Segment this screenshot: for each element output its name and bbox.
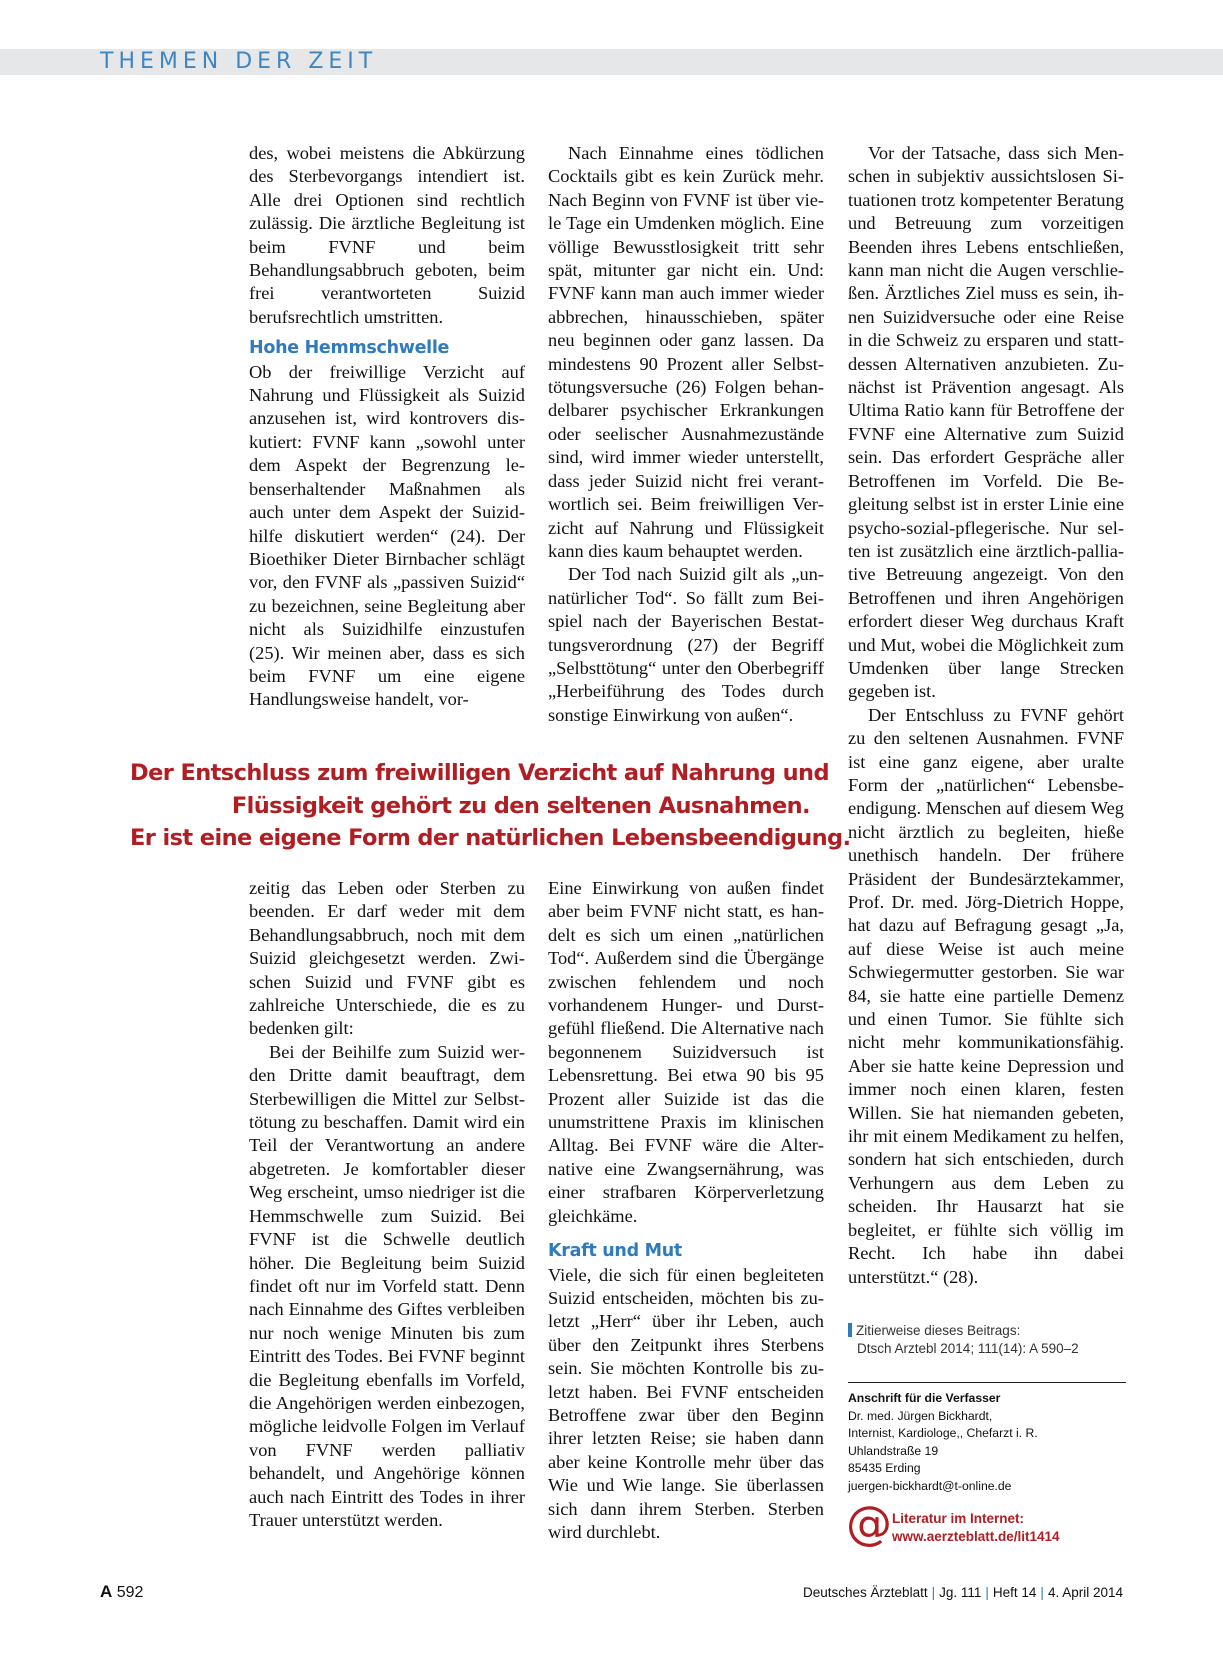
column-2-top <box>548 142 824 727</box>
paragraph: Der Entschluss zu FVNF gehört zu den seltenen Ausnahmen. FVNF ist eine ganz eigene, aber uralte Form der „natürlichen“ Lebensbeendigung. Menschen auf diesem Weg nicht ärztlich zu begleiten, hieße unethisch handeln. Der frühere Präsident der Bundesärztekammer, Prof. Dr. med. Jörg-Dietrich Hoppe, hat dazu auf Befragung gesagt „Ja, auf diese Weise ist auch meine Schwiegermutter gestorben. Sie war 84, sie hatte eine partielle Demenz und einen Tumor. Sie fühlte sich nicht mehr kommunikationsfähig. Aber sie hatte keine Depression und immer noch einen klaren, festen Willen. Sie hat niemanden gebeten, ihr mit einem Medikament zu helfen, sondern hat sich entschieden, durch Verhungern aus dem Leben zu scheiden. Ihr Hausarzt hat sie begleitet, er fühlte sich völlig im Recht. Ich habe ihn dabei unterstützt.“ (28). <box>848 704 1124 1287</box>
journal-volume: Jg. 111 <box>939 1585 982 1600</box>
pull-quote <box>130 757 851 855</box>
literature-url[interactable]: www.aerzteblatt.de/lit1414 <box>892 1529 1060 1544</box>
address-email[interactable]: juergen-bickhardt@t-online.de <box>848 1478 1012 1493</box>
address-name: Dr. med. Jürgen Bickhardt, <box>848 1408 993 1423</box>
citation-label: Zitierweise dieses Beitrags: <box>856 1323 1021 1338</box>
journal-issue: Heft 14 <box>992 1585 1037 1600</box>
pull-quote-line: Der Entschluss zum freiwilligen Verzicht auf Nahrung und <box>130 760 829 786</box>
address-heading: Anschrift für die Verfasser <box>848 1391 1001 1405</box>
column-1-bottom <box>249 877 525 1532</box>
pull-quote-line: Flüssigkeit gehört zu den seltenen Ausnahmen. <box>231 792 810 819</box>
journal-footer: Deutsches Ärzteblatt | Jg. 111 | Heft 14 | 4. April 2014 <box>803 1585 1123 1600</box>
divider <box>848 1382 1126 1383</box>
paragraph: Vor der Tatsache, dass sich Menschen in subjektiv aussichtslosen Situationen trotz kompetenter Beratung und Betreuung zum vorzeitigen Beenden ihres Lebens entschließen, kann man nicht die Augen verschließen. Ärztliches Ziel muss es sein, ihnen Suizidversuche oder eine Reise in die Schweiz zu ersparen und stattdessen Alternativen anzubieten. Zunächst ist Prävention angesagt. Als Ultima Ratio kann für Betroffene der FVNF eine Alternative zum Suizid sein. Das erfordert Gespräche aller Betroffenen im Vorfeld. Die Begleitung selbst ist in erster Linie eine psycho-sozial-pflegerische. Nur selten ist zusätzlich eine ärztlich-palliative Betreuung angezeigt. Von den Betroffenen und ihren Angehörigen erfordert dieser Weg durchaus Kraft und Mut, wobei die Möglichkeit zum Umdenken über lange Strecken gegeben ist. <box>848 143 1124 702</box>
page-number <box>100 1581 143 1604</box>
paragraph: zeitig das Leben oder Sterben zu beenden. Er darf weder mit dem Behandlungsabbruch, noch mit dem Suizid gleichgesetzt werden. Zwischen Suizid und FVNF gibt es zahlreiche Unterschiede, die es zu bedenken gilt: <box>249 878 525 1039</box>
subheading-kraft-und-mut: Kraft und Mut <box>548 1241 682 1262</box>
paragraph: Ob der freiwillige Verzicht auf Nahrung und Flüssigkeit als Suizid anzusehen ist, wird kontrovers diskutiert: FVNF kann „sowohl unter dem Aspekt der Begrenzung lebenserhaltender Maßnahmen als auch unter dem Aspekt der Suizidhilfe diskutiert werden“ (24). Der Bioethiker Dieter Birnbacher schlägt vor, den FVNF als „passiven Suizid“ zu bezeichnen, seine Begleitung aber nicht als Suizidhilfe einzustufen (25). Wir meinen aber, dass es sich beim FVNF um eine eigene Handlungsweise handelt, vor- <box>249 361 525 710</box>
literature-link-box[interactable] <box>846 1496 1146 1552</box>
section-title: THEMEN DER ZEIT <box>100 49 378 74</box>
column-2-bottom <box>548 877 824 1544</box>
paragraph: des, wobei meistens die Abkürzung des Sterbevorgangs intendiert ist. Alle drei Optionen sind rechtlich zulässig. Die ärztliche Begleitung ist beim FVNF und beim Behandlungsabbruch geboten, beim frei verantworteten Suizid berufsrechtlich umstritten. <box>249 143 525 327</box>
citation-reference: Dtsch Arztebl 2014; 111(14): A 590–2 <box>857 1341 1079 1356</box>
at-icon: @ <box>846 1496 892 1550</box>
address-street: Uhlandstraße 19 <box>848 1443 939 1458</box>
paragraph: Der Tod nach Suizid gilt als „unnatürlicher Tod“. So fällt zum Beispiel nach der Bayerischen Bestattungsverordnung (27) der Begriff „Selbsttötung“ unter den Oberbegriff „Herbeiführung des Todes durch sonstige Einwirkung von außen“. <box>548 564 824 725</box>
citation-box <box>848 1322 1128 1358</box>
citation-marker <box>848 1323 852 1337</box>
author-address <box>848 1390 1128 1495</box>
subheading-hohe-hemmschwelle: Hohe Hemmschwelle <box>249 338 450 359</box>
address-city: 85435 Erding <box>848 1461 921 1475</box>
column-1-top <box>249 142 525 712</box>
pull-quote-line: Er ist eine eigene Form der natürlichen Lebensbeendigung. <box>130 825 851 851</box>
paragraph: Viele, die sich für einen begleiteten Suizid entscheiden, möchten bis zuletzt „Herr“ über ihr Leben, auch über den Zeitpunkt ihres Sterbens sein. Sie möchten Kontrolle bis zuletzt haben. Bei FVNF entscheiden Betroffene zwar über den Beginn ihrer letzten Reise; sie haben dann aber keine Kontrolle mehr über das Wie und Wie lange. Sie überlassen sich dann ihrem Sterben. Sterben wird durchlebt. <box>548 1264 824 1542</box>
page-prefix: A <box>100 1582 113 1601</box>
journal-date: 4. April 2014 <box>1047 1585 1123 1600</box>
address-role: Internist, Kardiologe,, Chefarzt i. R. <box>848 1426 1038 1440</box>
journal-name: Deutsches Ärzteblatt <box>803 1585 928 1600</box>
paragraph: Bei der Beihilfe zum Suizid werden Dritte damit beauftragt, dem Sterbewilligen die Mittel zur Selbsttötung zu beschaffen. Damit wird ein Teil der Verantwortung an andere abgetreten. Je komfortabler dieser Weg erscheint, umso niedriger ist die Hemmschwelle zum Suizid. Bei FVNF ist die Schwelle deutlich höher. Die Begleitung beim Suizid findet oft nur im Vorfeld statt. Denn nach Einnahme des Giftes verbleiben nur noch wenige Minuten bis zum Eintritt des Todes. Bei FVNF beginnt die Begleitung ebenfalls im Vorfeld, die Angehörigen werden einbezogen, mögliche leidvolle Folgen im Verlauf von FVNF werden palliativ behandelt, und Angehörige können auch nach Eintritt des Todes in ihrer Trauer unterstützt werden. <box>249 1041 525 1530</box>
paragraph: Eine Einwirkung von außen findet aber beim FVNF nicht statt, es handelt es sich um einen „natürlichen Tod“. Außerdem sind die Übergänge zwischen fehlendem und noch vorhandenem Hunger- und Durstgefühl fließend. Die Alternative nach begonnenem Suizidversuch ist Lebensrettung. Bei etwa 90 bis 95 Prozent aller Suizide ist das die unumstrittene Praxis im klinischen Alltag. Bei FVNF wäre die Alternative eine Zwangsernährung, was einer strafbaren Körperverletzung gleichkäme. <box>548 878 824 1226</box>
page-number-value: 592 <box>116 1584 144 1601</box>
paragraph: Nach Einnahme eines tödlichen Cocktails gibt es kein Zurück mehr. Nach Beginn von FVNF ist über viele Tage ein Umdenken möglich. Eine völlige Bewusstlosigkeit tritt sehr spät, mitunter gar nicht ein. Und: FVNF kann man auch immer wieder abbrechen, hinausschieben, später neu beginnen oder ganz lassen. Da mindestens 90 Prozent aller Selbsttötungsversuche (26) Folgen behandelbarer psychischer Erkrankungen oder seelischer Ausnahmezustände sind, wird immer wieder unterstellt, dass jeder Suizid nicht frei verantwortlich sei. Beim freiwilligen Verzicht auf Nahrung und Flüssigkeit kann dies kaum behauptet werden. <box>548 143 824 561</box>
literature-label: Literatur im Internet: <box>892 1511 1025 1526</box>
column-3 <box>848 142 1124 1289</box>
